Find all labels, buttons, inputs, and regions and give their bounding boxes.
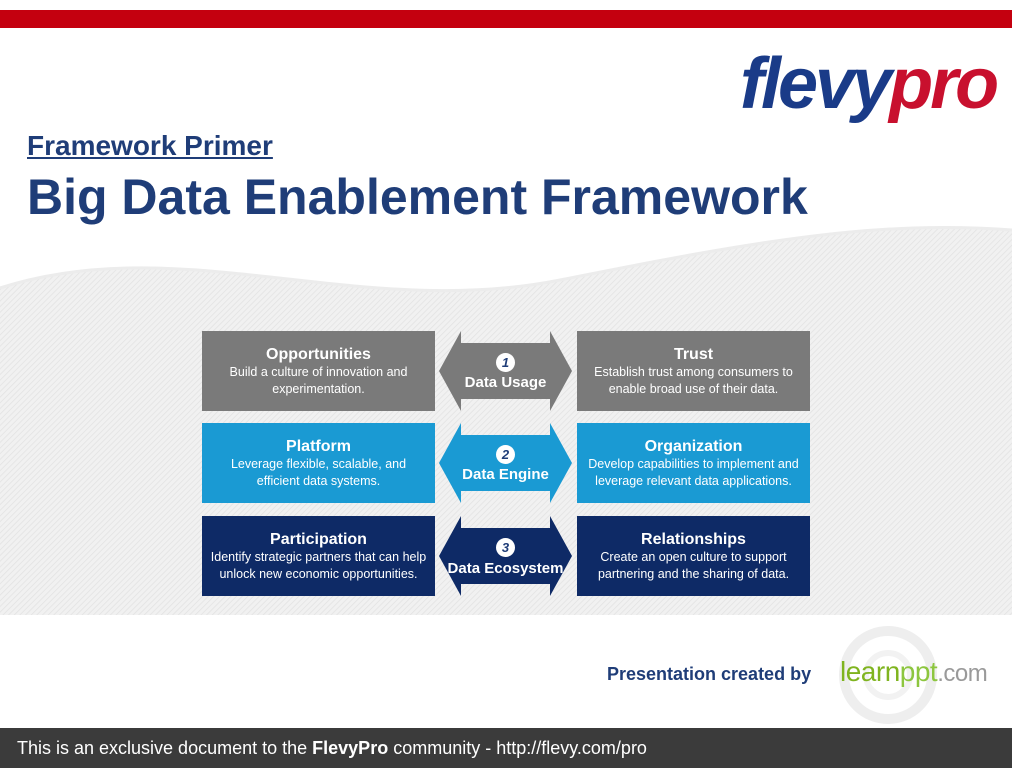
box-title: Platform	[286, 437, 351, 455]
learnppt-com: .com	[937, 660, 988, 687]
box-trust	[577, 331, 810, 411]
footer-brand: FlevyPro	[312, 738, 389, 758]
learnppt-ppt: ppt	[899, 656, 938, 687]
step-number: 1	[496, 353, 515, 372]
step-label: Data Engine	[462, 466, 549, 483]
page-kicker: Framework Primer	[27, 130, 273, 161]
learnppt-learn: learn	[840, 656, 900, 687]
footer-suffix: community - http://flevy.com/pro	[388, 738, 647, 758]
arrow-data-ecosystem	[439, 516, 572, 596]
box-desc: Leverage flexible, scalable, and efficient data systems.	[230, 456, 407, 488]
box-opportunities	[202, 331, 435, 411]
logo-flevy: flevy	[740, 44, 890, 124]
box-title: Participation	[270, 530, 367, 548]
flevypro-logo	[740, 44, 996, 124]
box-title: Trust	[673, 345, 714, 363]
box-desc: Develop capabilities to implement and leverage relevant data applications.	[588, 456, 799, 488]
box-desc: Create an open culture to support partnering and the sharing of data.	[597, 549, 790, 581]
learnppt-logo	[840, 656, 987, 688]
logo-pro: pro	[889, 44, 997, 124]
box-title: Relationships	[641, 530, 746, 548]
box-title: Opportunities	[266, 345, 371, 363]
step-label: Data Ecosystem	[447, 560, 564, 577]
box-relationships	[577, 516, 810, 596]
top-white-strip	[0, 0, 1012, 10]
footer-prefix: This is an exclusive document to the	[17, 738, 313, 758]
step-number: 3	[496, 538, 515, 557]
footer-bar	[0, 728, 1012, 768]
box-desc: Identify strategic partners that can help unlock new economic opportunities.	[210, 549, 427, 581]
box-desc: Establish trust among consumers to enable broad use of their data.	[594, 364, 793, 396]
page-title: Big Data Enablement Framework	[27, 169, 808, 225]
box-participation	[202, 516, 435, 596]
arrow-data-usage	[439, 331, 572, 411]
arrow-data-engine	[439, 423, 572, 503]
credit-text: Presentation created by	[607, 664, 812, 684]
box-desc: Build a culture of innovation and experimentation.	[229, 364, 408, 396]
top-red-bar	[0, 10, 1012, 28]
box-organization	[577, 423, 810, 503]
box-platform	[202, 423, 435, 503]
step-label: Data Usage	[464, 374, 547, 391]
box-title: Organization	[644, 437, 743, 455]
step-number: 2	[496, 445, 515, 464]
